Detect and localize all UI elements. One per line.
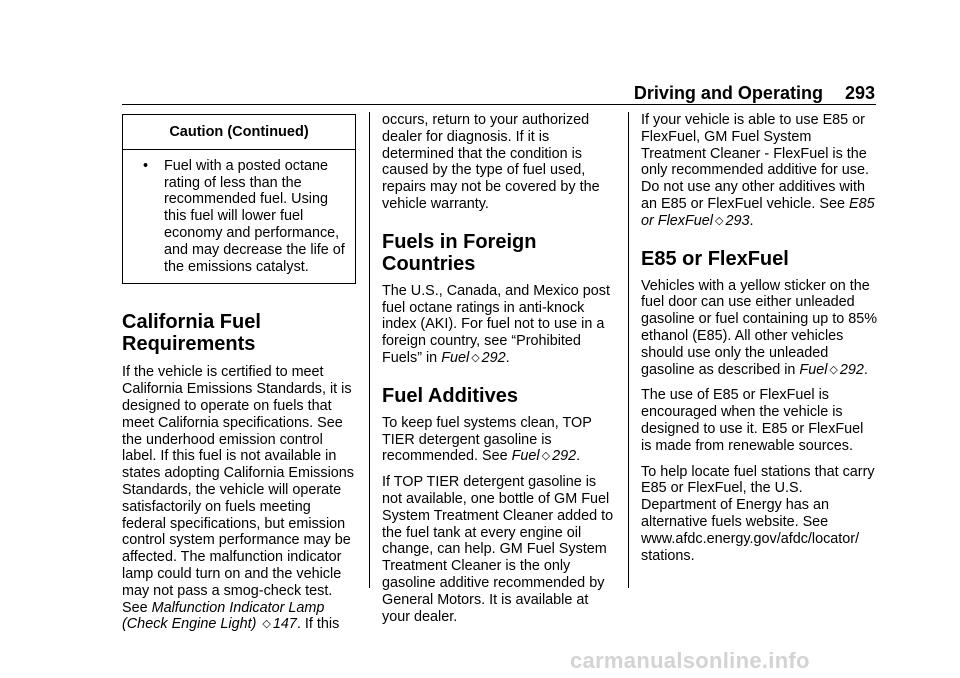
e85-paragraph-3: To help locate fuel stations that carry E85 or FlexFuel, the U.S. Department of Energy has an alternative fuels website. See www.afdc.energy.gov/afdc/locator/ stations. [641,463,875,564]
column-3 [641,112,877,564]
reference-link[interactable]: E85 or FlexFuel [641,195,875,229]
column-divider [369,112,370,588]
watermark: carmanualsonline.info [570,648,810,673]
reference-page[interactable]: 292 [839,361,864,378]
continuation-paragraph: occurs, return to your authorized dealer for diagnosis. If it is determined that the condition is caused by the type of fuel used, repairs may not be covered by the vehicle warranty. [382,112,600,212]
reference-link[interactable]: Fuel [441,349,470,366]
heading-fuels-foreign: Fuels in Foreign Countries [382,230,537,275]
page-number: 293 [844,83,875,103]
heading-california-fuel: California Fuel Requirements [122,311,261,356]
page-ref-icon: ◇ [829,363,838,376]
page-header [560,82,875,104]
flexfuel-intro-paragraph: If your vehicle is able to use E85 or FlexFuel, GM Fuel System Treatment Cleaner - FlexFuel is the only recommended additive for use. Do not use any other additives with an E85 or FlexFuel vehicle. See E85 or FlexFuel ◇ 293. [641,112,875,229]
reference-page[interactable]: 293 [725,212,750,229]
california-paragraph: If the vehicle is certified to meet California Emissions Standards, it is designed to operate on fuels that meet California specifications. See the underhood emission control label. If this fuel is not available in states adopting California Emissions Standards, the vehicle will operate satisfactorily on fuels meeting federal specifications, but emission control system performance may be affected. The malfunction indicator lamp could turn on and the vehicle may not pass a smog-check test. See Malfunction Indicator Lamp (Check Engine Light) ◇ 147. If this [122,364,354,633]
reference-page[interactable]: 292 [481,349,506,366]
caution-box [122,114,356,284]
page-ref-icon: ◇ [471,351,480,364]
bullet: • [143,157,149,174]
caution-title: Caution (Continued) [123,115,355,150]
e85-paragraph-1: Vehicles with a yellow sticker on the fuel door can use either unleaded gasoline or fuel containing up to 85% ethanol (E85). All other vehicles should use only the unleaded gasoline as described in Fuel ◇ 292. [641,277,878,378]
reference-link[interactable]: Malfunction Indicator Lamp (Check Engine Light) [122,599,325,633]
caution-body [123,150,355,284]
reference-link[interactable]: Fuel [799,361,828,378]
heading-e85-flexfuel: E85 or FlexFuel [641,247,789,270]
reference-page[interactable]: 147 [272,616,297,633]
header-rule [122,104,876,105]
column-1 [122,112,356,633]
column-2 [382,112,616,625]
column-divider [628,112,629,588]
reference-page[interactable]: 292 [552,448,577,465]
page-ref-icon: ◇ [262,618,271,631]
additives-paragraph-1: To keep fuel systems clean, TOP TIER detergent gasoline is recommended. See Fuel ◇ 292. [382,414,592,465]
caution-text: Fuel with a posted octane rating of less than the recommended fuel. Using this fuel will lower fuel economy and performance, and may decrease the life of the emissions catalyst. [164,157,345,275]
page-ref-icon: ◇ [541,450,551,463]
reference-link[interactable]: Fuel [511,448,540,465]
additives-paragraph-2: If TOP TIER detergent gasoline is not available, one bottle of GM Fuel System Treatment Cleaner added to the fuel tank at every engine oil change, can help. GM Fuel System Treatment Cleaner is the only gasoline additive recommended by General Motors. It is available at your dealer. [382,474,614,625]
foreign-paragraph: The U.S., Canada, and Mexico post fuel octane ratings in anti-knock index (AKI). For fuel not to use in a foreign country, see “Prohibited Fuels” in Fuel ◇ 292. [382,282,610,366]
section-title: Driving and Operating [633,83,823,103]
e85-paragraph-2: The use of E85 or FlexFuel is encouraged when the vehicle is designed to use it. E85 or FlexFuel is made from renewable sources. [641,387,864,454]
page-ref-icon: ◇ [714,214,724,227]
heading-fuel-additives: Fuel Additives [382,384,518,407]
